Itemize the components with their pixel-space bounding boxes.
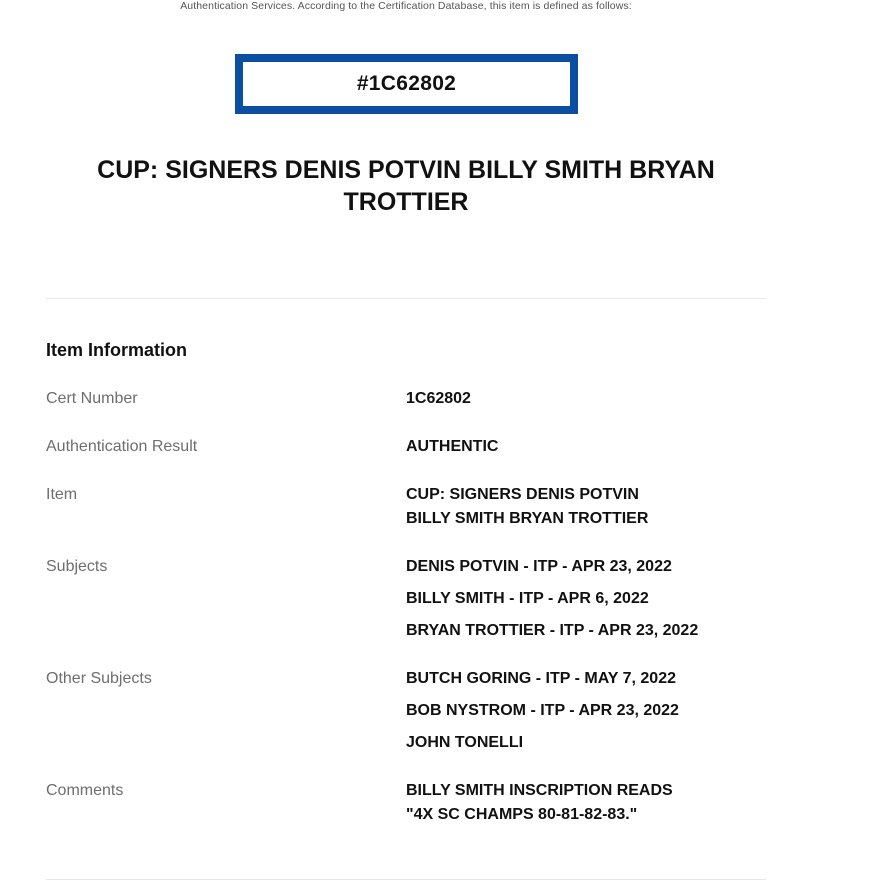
other-subject-item: JOHN TONELLI (406, 734, 524, 751)
row-label: Cert Number (46, 390, 138, 407)
subject-item: BRYAN TROTTIER - ITP - APR 23, 2022 (406, 622, 699, 639)
row-value (406, 387, 766, 411)
row-label: Item (46, 486, 78, 503)
item-information-heading: Item Information (46, 340, 188, 360)
section-divider-bottom (46, 879, 766, 880)
value-line: BILLY SMITH BRYAN TROTTIER (406, 510, 649, 527)
page-title: CUP: SIGNERS DENIS POTVIN BILLY SMITH BRYAN TROTTIER (97, 156, 715, 216)
value-line: AUTHENTIC (406, 438, 499, 455)
row-label: Authentication Result (46, 438, 198, 455)
subject-item: DENIS POTVIN - ITP - APR 23, 2022 (406, 558, 672, 575)
section-divider-top (46, 298, 766, 299)
other-subject-item: BOB NYSTROM - ITP - APR 23, 2022 (406, 702, 679, 719)
row-label: Comments (46, 782, 124, 799)
row-value (406, 667, 766, 755)
subject-item: BILLY SMITH - ITP - APR 6, 2022 (406, 590, 649, 607)
row-value (406, 779, 766, 827)
value-line: "4X SC CHAMPS 80-81-82-83." (406, 806, 638, 823)
value-line: BILLY SMITH INSCRIPTION READS (406, 782, 673, 799)
cert-number-badge: #1C62802 (235, 54, 578, 114)
row-label: Subjects (46, 558, 108, 575)
row-value (406, 555, 766, 643)
row-value (406, 435, 766, 459)
value-line: 1C62802 (406, 390, 471, 407)
other-subject-item: BUTCH GORING - ITP - MAY 7, 2022 (406, 670, 676, 687)
row-value (406, 483, 766, 531)
intro-text: Authentication Services. According to the Certification Database, this item is defined as follows: (180, 0, 632, 12)
row-label: Other Subjects (46, 670, 152, 687)
value-line: CUP: SIGNERS DENIS POTVIN (406, 486, 639, 503)
